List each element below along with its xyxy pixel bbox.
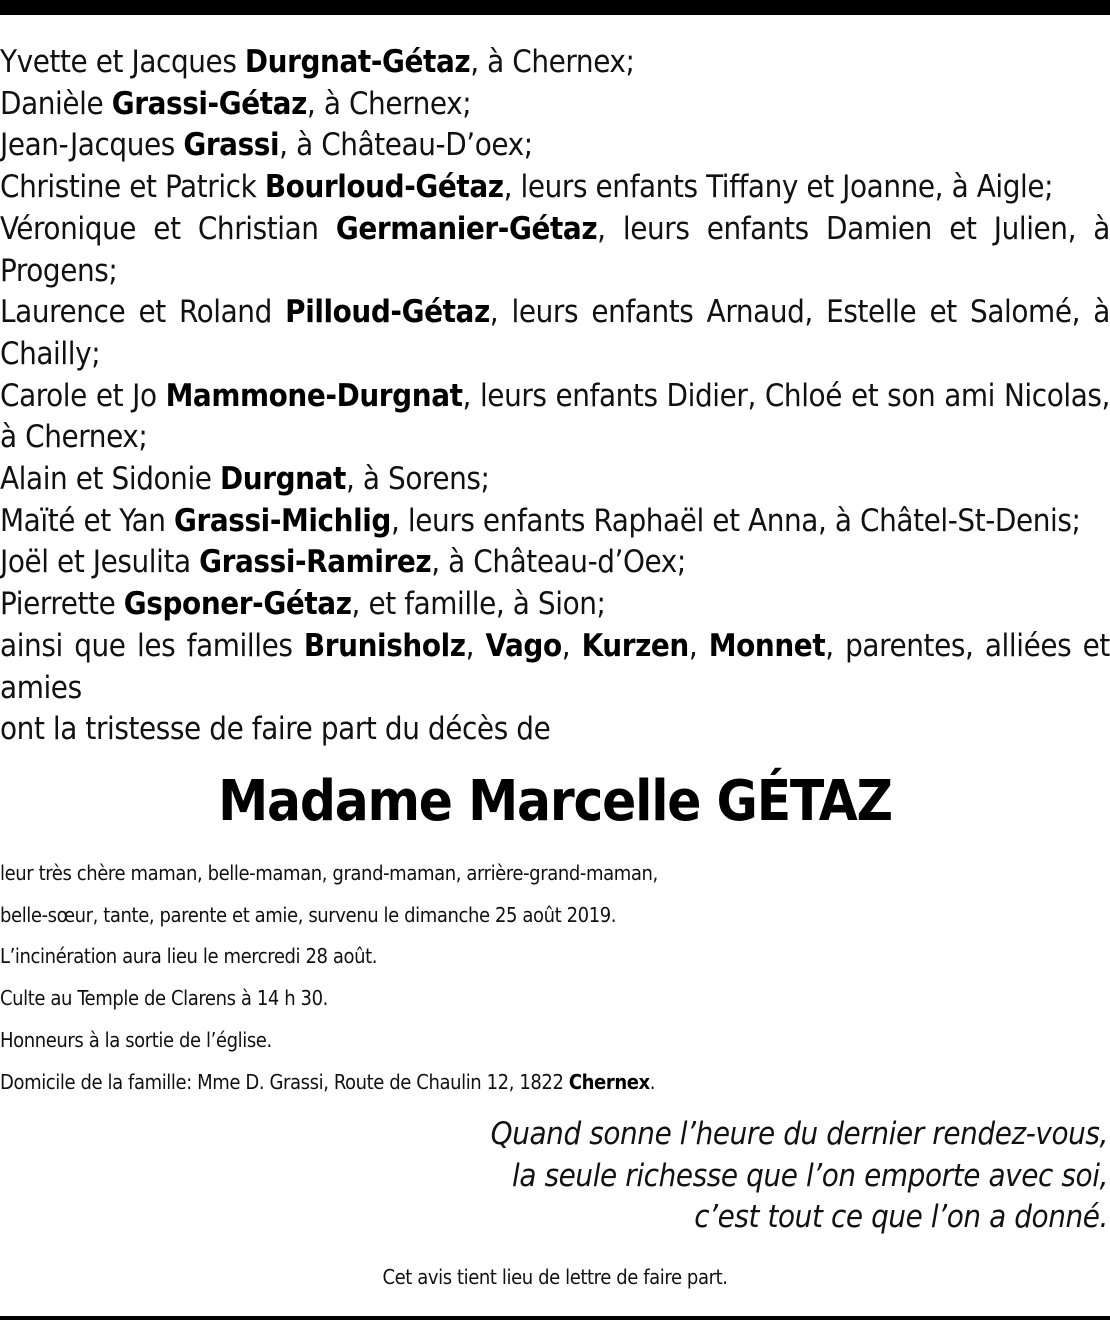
bottom-rule [0, 1316, 1110, 1320]
detail-line: leur très chère maman, belle-maman, grand-maman, arrière-grand-maman, [0, 861, 658, 885]
deceased-name: Madame Marcelle GÉTAZ [218, 769, 892, 834]
quote-line: c’est tout ce que l’on a donné. [694, 1199, 1108, 1236]
announcement-line: ont la tristesse de faire part du décès de [0, 711, 551, 747]
mourners-list [0, 42, 1110, 709]
detail-line: belle-sœur, tante, parente et amie, survenu le dimanche 25 août 2019. [0, 902, 617, 927]
mourner-entry: Alain et Sidonie Durgnat, à Sorens; [0, 461, 490, 498]
footer-note: Cet avis tient lieu de lettre de faire part. [382, 1265, 728, 1289]
detail-line: Culte au Temple de Clarens à 14 h 30. [0, 986, 328, 1011]
mourner-entry: Maïté et Yan Grassi-Michlig, leurs enfants Raphaël et Anna, à Châtel-St-Denis; [0, 502, 1081, 539]
mourner-entry: Joël et Jesulita Grassi-Ramirez, à Château-d’Oex; [0, 544, 686, 581]
detail-line: Honneurs à la sortie de l’église. [0, 1027, 272, 1052]
mourner-entry: Pierrette Gsponer-Gétaz, et famille, à Sion; [0, 586, 606, 623]
families-entry: ainsi que les familles Brunisholz, Vago, Kurzen, Monnet, parentes, alliées et amies [0, 627, 1110, 706]
detail-line: L’incinération aura lieu le mercredi 28 août. [0, 944, 378, 969]
mourner-entry: Jean-Jacques Grassi, à Château-D’oex; [0, 127, 533, 164]
quote-line: Quand sonne l’heure du dernier rendez-vous, [490, 1116, 1108, 1152]
details-list [0, 853, 1110, 1103]
domicile-line: Domicile de la famille: Mme D. Grassi, Route de Chaulin 12, 1822 Chernex. [0, 1069, 656, 1094]
mourner-entry: Véronique et Christian Germanier-Gétaz, leurs enfants Damien et Julien, à Progens; [0, 210, 1110, 289]
mourner-entry: Carole et Jo Mammone-Durgnat, leurs enfants Didier, Chloé et son ami Nicolas, à Chernex; [0, 377, 1110, 456]
quote [491, 1114, 1108, 1239]
quote-line: la seule richesse que l’on emporte avec soi, [512, 1157, 1108, 1194]
mourner-entry: Christine et Patrick Bourloud-Gétaz, leurs enfants Tiffany et Joanne, à Aigle; [0, 169, 1054, 206]
mourner-entry: Laurence et Roland Pilloud-Gétaz, leurs enfants Arnaud, Estelle et Salomé, à Chailly; [0, 294, 1110, 372]
mourner-entry: Yvette et Jacques Durgnat-Gétaz, à Chernex; [0, 44, 635, 80]
mourner-entry: Danièle Grassi-Gétaz, à Chernex; [0, 85, 472, 122]
top-rule [0, 0, 1110, 15]
